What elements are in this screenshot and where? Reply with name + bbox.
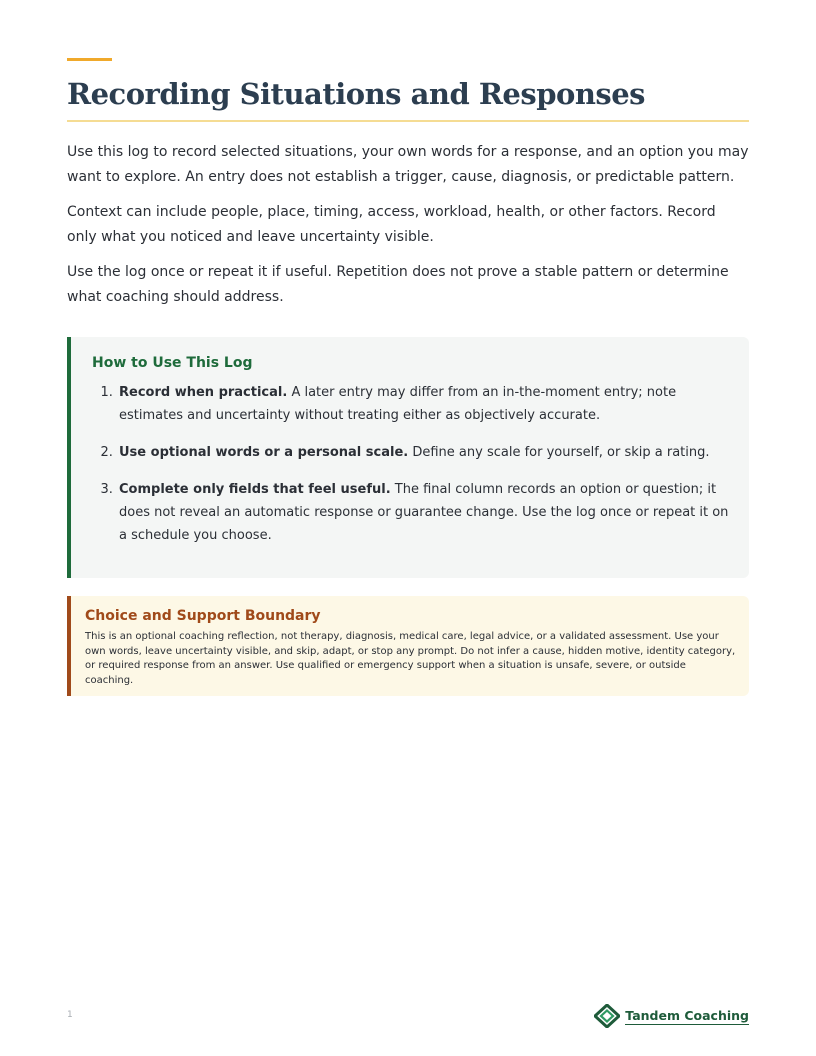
- how-to-list: [113, 381, 737, 561]
- how-to-use-callout: [67, 337, 749, 578]
- title-accent-bar: [67, 58, 112, 61]
- list-item-lead: Complete only fields that feel useful.: [119, 482, 391, 497]
- list-item-text: A later entry may differ from an in-the-moment entry; note estimates and uncertainty without treating either as objectively accurate.: [119, 385, 677, 423]
- list-item-lead: Use optional words or a personal scale.: [119, 445, 409, 460]
- list-item-text: Define any scale for yourself, or skip a rating.: [408, 445, 710, 460]
- intro-paragraph: Use the log once or repeat it if useful. Repetition does not prove a stable pattern or determine what coaching should address.: [67, 264, 729, 305]
- how-to-heading: How to Use This Log: [92, 355, 253, 371]
- list-item: [117, 381, 737, 427]
- brand-name: Tandem Coaching: [625, 1007, 749, 1023]
- intro-paragraph: Context can include people, place, timing, access, workload, health, or other factors. Record only what you noticed and leave uncertainty visible.: [67, 204, 716, 245]
- page-title: Recording Situations and Responses: [67, 77, 646, 111]
- title-divider: [67, 120, 749, 122]
- list-item: [117, 478, 737, 547]
- list-item: [117, 441, 737, 464]
- page-number: 1: [67, 1010, 73, 1020]
- intro-section: [67, 140, 749, 320]
- boundary-heading: Choice and Support Boundary: [85, 608, 321, 624]
- intro-paragraph: Use this log to record selected situations, your own words for a response, and an option you may want to explore. An entry does not establish a trigger, cause, diagnosis, or predictable pattern.: [67, 144, 749, 185]
- diamond-logo-icon: [594, 1004, 620, 1028]
- list-item-text: The final column records an option or question; it does not reveal an automatic response or guarantee change. Use the log once or repeat it on a schedule you choose.: [119, 482, 729, 543]
- brand-logo: [594, 1004, 749, 1028]
- support-boundary-callout: [67, 596, 749, 696]
- list-item-lead: Record when practical.: [119, 385, 288, 400]
- boundary-text: This is an optional coaching reflection, not therapy, diagnosis, medical care, legal advice, or a validated assessment. Use your own words, leave uncertainty visible, and skip, adapt, or stop any prompt. Do not infer a cause, hidden motive, identity category, or required response from an answer. Use qualified or emergency support when a situation is unsafe, severe, or outside coaching.: [85, 631, 736, 686]
